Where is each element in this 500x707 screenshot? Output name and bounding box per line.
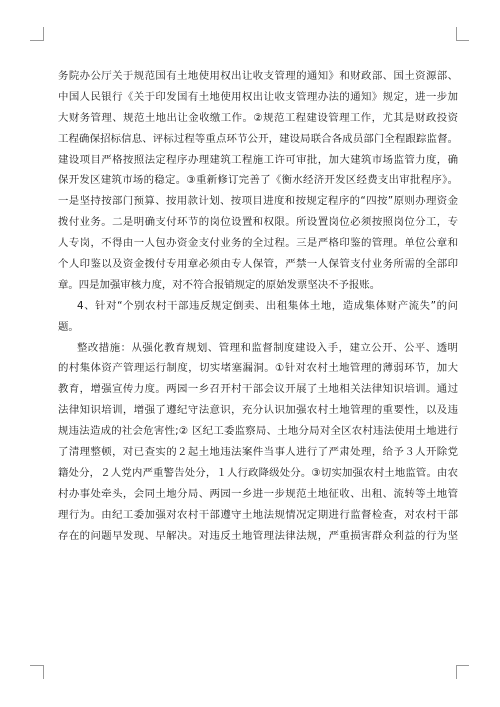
text-line: 村办事处牵头，会同土地分局、两园一乡进一步规范土地征收、出租、流转等土地管 xyxy=(58,487,458,500)
text-line: 建设项目严格按照法定程序办理建筑工程施工许可审批，加大建筑市场监管力度，确 xyxy=(58,153,458,166)
text-line: 存在的问题早发现、早解决。对违反土地管理法律法规，严重损害群众利益的行为坚 xyxy=(58,529,458,542)
text-line: 法律知识培训，增强了遵纪守法意识，充分认识加强农村土地管理的重要性，以及违 xyxy=(58,404,458,417)
text-line: 教育，增强宣传力度。两园一乡召开村干部会议开展了土地相关法律知识培训。通过 xyxy=(58,383,458,396)
text-line: 个人印鉴以及资金拨付专用章必须由专人保管，严禁一人保管支付业务所需的全部印 xyxy=(58,258,458,271)
crop-mark-top-right-horizontal xyxy=(456,40,469,41)
text-line: 题。 xyxy=(58,320,79,333)
text-line: 一是坚持按部门预算、按用款计划、按项目进度和按规定程序的“四按”原则办理资金 xyxy=(58,195,458,208)
text-line: 工程确保招标信息、评标过程等重点环节公开，建设局联合各成员部门全程跟踪监督。 xyxy=(58,132,458,145)
text-line: 4、针对“个别农村干部违反规定倒卖、出租集体土地，造成集体财产流失”的问 xyxy=(77,299,458,312)
text-line: 的村集体资产管理运行制度，切实堵塞漏洞。①针对农村土地管理的薄弱环节，加大 xyxy=(58,362,458,375)
crop-mark-top-right-vertical xyxy=(456,27,457,41)
text-line: 保开发区建筑市场的稳定。③重新修订完善了《衡水经济开发区经费支出审批程序》。 xyxy=(58,174,458,187)
crop-mark-bottom-left-horizontal xyxy=(30,665,43,666)
text-line: 拨付业务。二是明确支付环节的岗位设置和权限。所设置岗位必须按照岗位分工，专 xyxy=(58,216,458,229)
text-line: 规违法造成的社会危害性;② 区纪工委监察局、土地分局对全区农村违法使用土地进行 xyxy=(58,425,458,438)
crop-mark-top-left-horizontal xyxy=(30,40,43,41)
text-line: 务院办公厅关于规范国有土地使用权出让收支管理的通知》和财政部、国土资源部、 xyxy=(58,70,458,82)
text-line: 籍处分，２人党内严重警告处分，１人行政降级处分。③切实加强农村土地监管。由农 xyxy=(58,466,458,479)
text-line: 整改措施：从强化教育规划、管理和监督制度建设入手，建立公开、公平、透明 xyxy=(77,341,458,354)
crop-mark-bottom-right-vertical xyxy=(456,665,457,679)
document-body xyxy=(58,66,458,546)
crop-mark-bottom-left-vertical xyxy=(43,665,44,679)
crop-mark-bottom-right-horizontal xyxy=(456,665,469,666)
text-line: 了清理整顿，对已查实的２起土地违法案件当事人进行了严肃处理，给予３人开除党 xyxy=(58,446,458,459)
crop-mark-top-left-vertical xyxy=(43,27,44,41)
text-line: 中国人民银行《关于印发国有土地使用权出让收支管理办法的通知》规定，进一步加 xyxy=(58,90,458,103)
text-line: 理行为。由纪工委加强对农村干部遵守土地法规情况定期进行监督检查，对农村干部 xyxy=(58,508,458,521)
text-line: 章。四是加强审核力度，对不符合报销规定的原始发票坚决不予报账。 xyxy=(58,278,381,291)
text-line: 人专岗，不得由一人包办资金支付业务的全过程。三是严格印鉴的管理。单位公章和 xyxy=(58,237,458,250)
text-line: 大财务管理、规范土地出让金收缴工作。②规范工程建设管理工作，尤其是财政投资 xyxy=(58,111,458,124)
